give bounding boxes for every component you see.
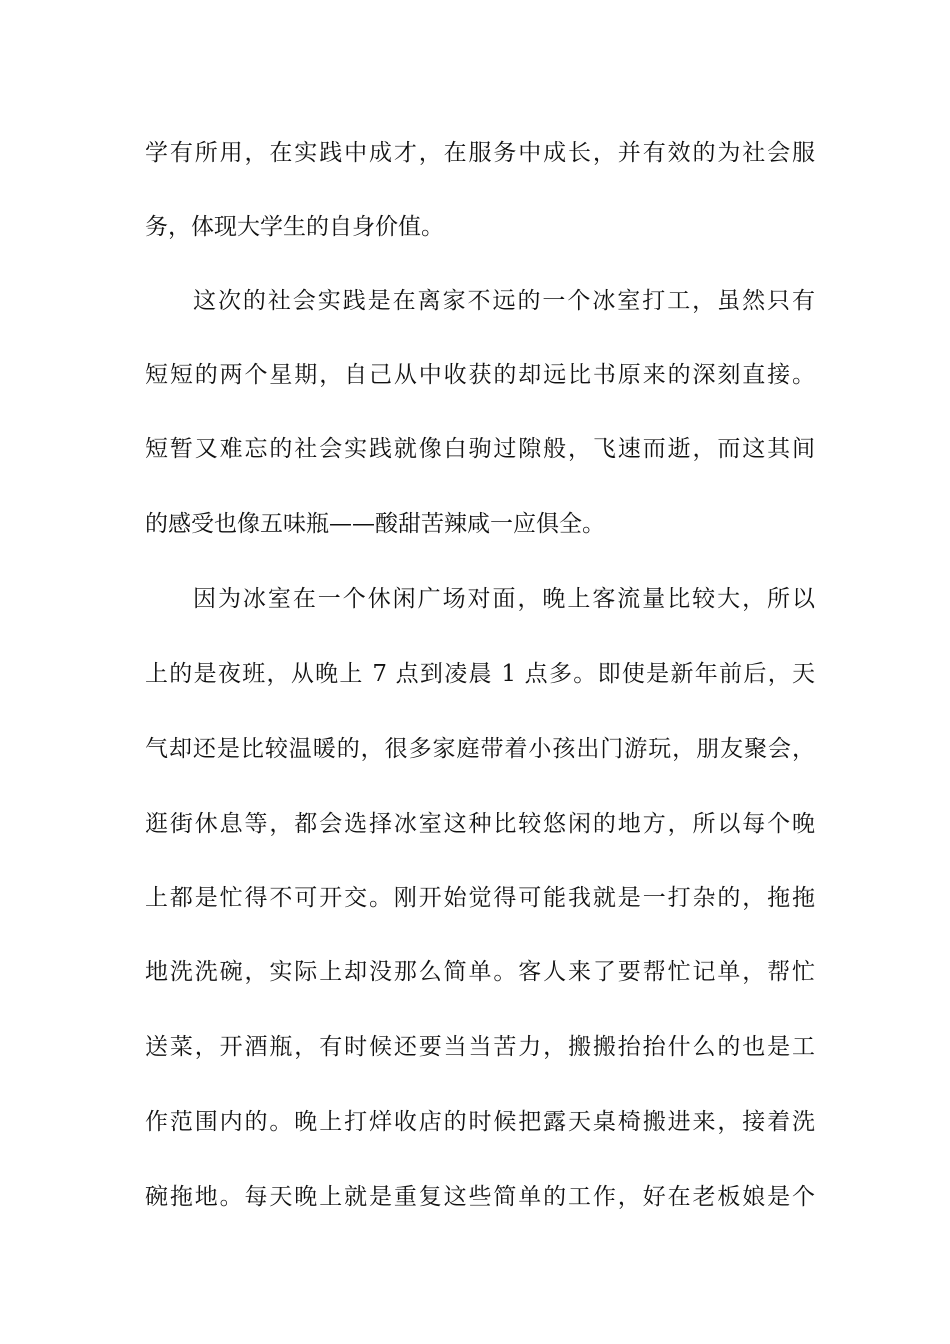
text-line-15: 碗拖地。每天晚上就是重复这些简单的工作，好在老板娘是个	[145, 1184, 815, 1210]
text-line-7: 因为冰室在一个休闲广场对面，晚上客流量比较大，所以	[193, 586, 815, 612]
text-line-11: 上都是忙得不可开交。刚开始觉得可能我就是一打杂的，拖拖	[145, 885, 815, 911]
text-line-4: 短短的两个星期，自己从中收获的却远比书原来的深刻直接。	[145, 362, 815, 388]
text-line-9: 气却还是比较温暖的，很多家庭带着小孩出门游玩，朋友聚会，	[145, 736, 815, 762]
text-line-6: 的感受也像五味瓶——酸甜苦辣咸一应俱全。	[145, 511, 605, 537]
text-line-12: 地洗洗碗，实际上却没那么简单。客人来了要帮忙记单，帮忙	[145, 959, 815, 985]
text-line-5: 短暂又难忘的社会实践就像白驹过隙般，飞速而逝，而这其间	[145, 436, 815, 462]
text-line-13: 送菜，开酒瓶，有时候还要当当苦力，搬搬抬抬什么的也是工	[145, 1034, 815, 1060]
text-line-14: 作范围内的。晚上打烊收店的时候把露天桌椅搬进来，接着洗	[145, 1109, 815, 1135]
text-line-1: 学有所用，在实践中成才，在服务中成长，并有效的为社会服	[145, 140, 815, 166]
text-line-10: 逛街休息等，都会选择冰室这种比较悠闲的地方，所以每个晚	[145, 811, 815, 837]
text-line-8: 上的是夜班，从晚上 7 点到凌晨 1 点多。即使是新年前后，天	[145, 661, 815, 687]
text-line-2: 务，体现大学生的自身价值。	[145, 214, 444, 240]
text-line-3: 这次的社会实践是在离家不远的一个冰室打工，虽然只有	[193, 288, 815, 314]
